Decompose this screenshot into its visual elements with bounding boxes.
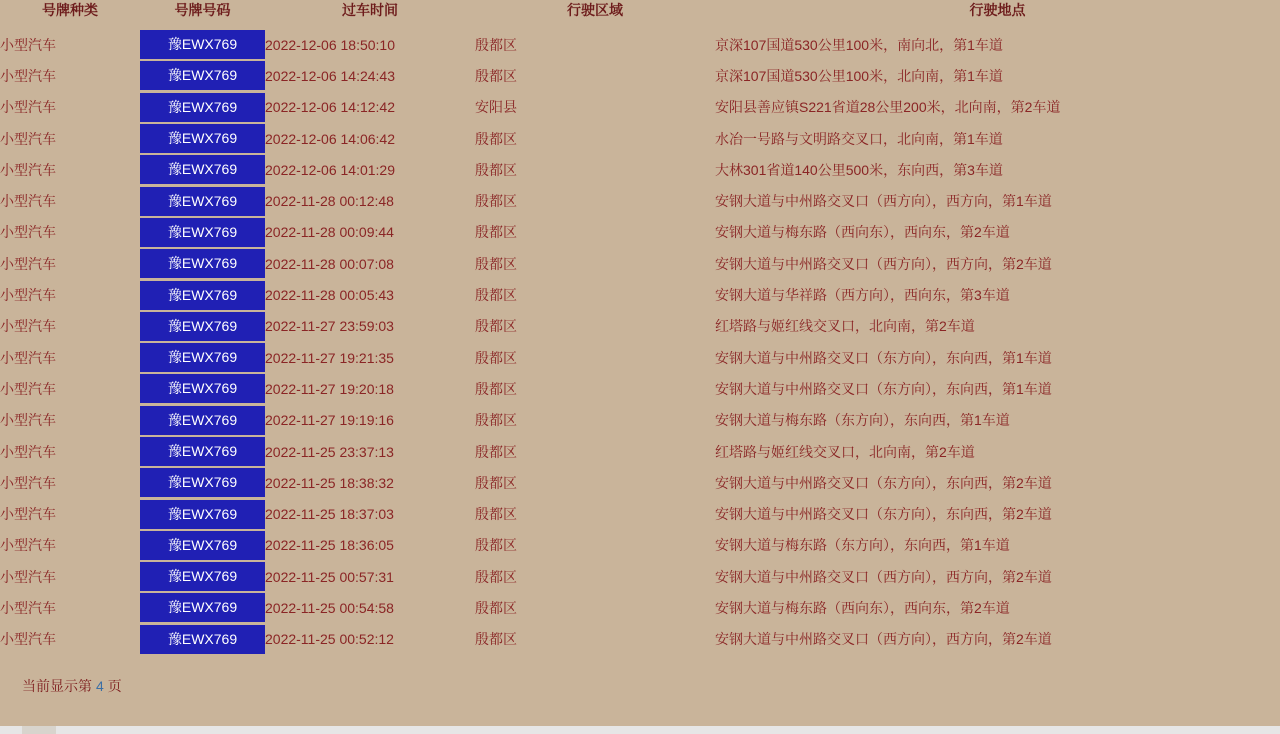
cell-plate-type: 小型汽车 (0, 161, 56, 178)
cell-area: 殷都区 (475, 67, 517, 84)
cell-pass-time: 2022-11-27 19:19:16 (265, 412, 394, 429)
table-row[interactable] (0, 123, 1280, 154)
cell-plate-number (140, 29, 265, 60)
cell-plate-number (140, 60, 265, 91)
cell-pass-time: 2022-11-28 00:09:44 (265, 224, 394, 241)
pagination-status (22, 676, 122, 696)
cell-pass-time: 2022-11-25 00:54:58 (265, 599, 394, 616)
cell-area: 殷都区 (475, 130, 517, 147)
cell-location: 安钢大道与中州路交叉口（西方向），西方向，第2车道 (715, 568, 1052, 585)
cell-location: 安钢大道与中州路交叉口（西方向），西方向，第1车道 (715, 193, 1052, 210)
cell-plate-type: 小型汽车 (0, 537, 56, 554)
cell-pass-time: 2022-12-06 14:12:42 (265, 99, 395, 116)
plate-badge: 豫EWX769 (140, 562, 265, 591)
table-row[interactable] (0, 498, 1280, 529)
table-row[interactable] (0, 373, 1280, 404)
cell-plate-number (140, 467, 265, 498)
plate-badge: 豫EWX769 (140, 155, 265, 184)
column-header-area: 行驶区域 (567, 2, 623, 18)
plate-badge: 豫EWX769 (140, 468, 265, 497)
cell-pass-time: 2022-11-28 00:05:43 (265, 287, 394, 304)
cell-area: 殷都区 (475, 443, 517, 460)
cell-location: 安钢大道与中州路交叉口（西方向），西方向，第2车道 (715, 631, 1052, 648)
cell-location: 安钢大道与中州路交叉口（西方向），西方向，第2车道 (715, 255, 1052, 272)
cell-location: 安钢大道与梅东路（东方向），东向西，第1车道 (715, 412, 1010, 429)
cell-pass-time: 2022-11-28 00:12:48 (265, 193, 394, 210)
cell-plate-type: 小型汽车 (0, 349, 56, 366)
cell-area: 殷都区 (475, 506, 517, 523)
cell-area: 殷都区 (475, 631, 517, 648)
cell-plate-type: 小型汽车 (0, 36, 56, 53)
plate-badge: 豫EWX769 (140, 343, 265, 372)
table-row[interactable] (0, 154, 1280, 185)
cell-plate-type: 小型汽车 (0, 412, 56, 429)
table-row[interactable] (0, 561, 1280, 592)
cell-location: 安钢大道与梅东路（西向东），西向东，第2车道 (715, 599, 1010, 616)
cell-plate-type: 小型汽车 (0, 599, 56, 616)
plate-badge: 豫EWX769 (140, 625, 265, 654)
cell-plate-number (140, 92, 265, 123)
cell-plate-type: 小型汽车 (0, 67, 56, 84)
plate-badge: 豫EWX769 (140, 187, 265, 216)
cell-pass-time: 2022-11-25 23:37:13 (265, 443, 394, 460)
table-row[interactable] (0, 530, 1280, 561)
table-row[interactable] (0, 185, 1280, 216)
cell-plate-number (140, 561, 265, 592)
cell-location: 安钢大道与中州路交叉口（东方向），东向西，第1车道 (715, 349, 1052, 366)
cell-plate-type: 小型汽车 (0, 631, 56, 648)
cell-pass-time: 2022-11-25 00:57:31 (265, 568, 394, 585)
cell-plate-type: 小型汽车 (0, 193, 56, 210)
plate-badge: 豫EWX769 (140, 249, 265, 278)
bottom-edge-strip (0, 726, 1280, 734)
cell-pass-time: 2022-12-06 18:50:10 (265, 36, 395, 53)
column-header-location: 行驶地点 (969, 2, 1026, 18)
cell-plate-number (140, 405, 265, 436)
plate-badge: 豫EWX769 (140, 437, 265, 466)
column-header-plate-type: 号牌种类 (42, 2, 98, 18)
cell-pass-time: 2022-11-27 19:20:18 (265, 380, 394, 397)
plate-badge: 豫EWX769 (140, 374, 265, 403)
cell-area: 殷都区 (475, 474, 517, 491)
table-header-row (0, 0, 1280, 29)
cell-area: 殷都区 (475, 599, 517, 616)
cell-plate-type: 小型汽车 (0, 99, 56, 116)
pagination-suffix: 页 (107, 678, 122, 694)
cell-location: 安阳县善应镇S221省道28公里200米，北向南，第2车道 (715, 99, 1061, 116)
cell-location: 安钢大道与中州路交叉口（东方向），东向西，第1车道 (715, 380, 1052, 397)
cell-location: 安钢大道与梅东路（西向东），西向东，第2车道 (715, 224, 1010, 241)
cell-location: 京深107国道530公里100米，南向北，第1车道 (715, 36, 1003, 53)
table-body (0, 29, 1280, 655)
plate-badge: 豫EWX769 (140, 30, 265, 59)
plate-badge: 豫EWX769 (140, 500, 265, 529)
cell-plate-type: 小型汽车 (0, 130, 56, 147)
table-row[interactable] (0, 467, 1280, 498)
cell-plate-type: 小型汽车 (0, 287, 56, 304)
plate-badge: 豫EWX769 (140, 61, 265, 90)
table-row[interactable] (0, 592, 1280, 623)
pagination-prefix: 当前显示第 (22, 678, 92, 694)
plate-badge: 豫EWX769 (140, 218, 265, 247)
cell-location: 安钢大道与中州路交叉口（东方向），东向西，第2车道 (715, 474, 1052, 491)
cell-plate-number (140, 530, 265, 561)
cell-location: 红塔路与姬红线交叉口，北向南，第2车道 (715, 318, 975, 335)
cell-pass-time: 2022-11-25 18:36:05 (265, 537, 394, 554)
cell-plate-number (140, 217, 265, 248)
cell-area: 殷都区 (475, 224, 517, 241)
plate-badge: 豫EWX769 (140, 406, 265, 435)
cell-location: 京深107国道530公里100米，北向南，第1车道 (715, 67, 1003, 84)
current-page-number: 4 (96, 678, 104, 694)
table-row[interactable] (0, 436, 1280, 467)
table-row[interactable] (0, 279, 1280, 310)
table-row[interactable] (0, 92, 1280, 123)
cell-location: 大林301省道140公里500米，东向西，第3车道 (715, 161, 1003, 178)
cell-pass-time: 2022-11-27 23:59:03 (265, 318, 394, 335)
cell-plate-type: 小型汽车 (0, 224, 56, 241)
cell-plate-type: 小型汽车 (0, 568, 56, 585)
cell-area: 殷都区 (475, 380, 517, 397)
cell-location: 安钢大道与中州路交叉口（东方向），东向西，第2车道 (715, 506, 1052, 523)
cell-plate-type: 小型汽车 (0, 380, 56, 397)
cell-pass-time: 2022-12-06 14:01:29 (265, 161, 395, 178)
cell-area: 殷都区 (475, 318, 517, 335)
table-row[interactable] (0, 311, 1280, 342)
cell-pass-time: 2022-11-27 19:21:35 (265, 349, 394, 366)
table-row[interactable] (0, 29, 1280, 60)
plate-badge: 豫EWX769 (140, 531, 265, 560)
table-row[interactable] (0, 217, 1280, 248)
cell-plate-type: 小型汽车 (0, 255, 56, 272)
cell-plate-number (140, 279, 265, 310)
cell-location: 安钢大道与华祥路（西方向），西向东，第3车道 (715, 287, 1010, 304)
cell-pass-time: 2022-11-28 00:07:08 (265, 255, 394, 272)
cell-pass-time: 2022-11-25 18:37:03 (265, 506, 394, 523)
plate-badge: 豫EWX769 (140, 312, 265, 341)
plate-badge: 豫EWX769 (140, 281, 265, 310)
cell-plate-number (140, 185, 265, 216)
table-header (0, 0, 1280, 29)
cell-plate-number (140, 436, 265, 467)
bottom-strip-segment (22, 726, 56, 734)
plate-badge: 豫EWX769 (140, 93, 265, 122)
cell-location: 安钢大道与梅东路（东方向），东向西，第1车道 (715, 537, 1010, 554)
table-row[interactable] (0, 248, 1280, 279)
cell-plate-number (140, 154, 265, 185)
table-row[interactable] (0, 342, 1280, 373)
cell-location: 水冶一号路与文明路交叉口，北向南，第1车道 (715, 130, 1003, 147)
cell-plate-number (140, 624, 265, 655)
cell-pass-time: 2022-12-06 14:06:42 (265, 130, 395, 147)
cell-location: 红塔路与姬红线交叉口，北向南，第2车道 (715, 443, 975, 460)
column-header-pass-time: 过车时间 (342, 2, 398, 18)
cell-area: 殷都区 (475, 412, 517, 429)
cell-plate-type: 小型汽车 (0, 506, 56, 523)
cell-area: 殷都区 (475, 193, 517, 210)
cell-area: 殷都区 (475, 36, 517, 53)
cell-plate-number (140, 248, 265, 279)
cell-plate-number (140, 498, 265, 529)
cell-area: 殷都区 (475, 537, 517, 554)
cell-pass-time: 2022-11-25 18:38:32 (265, 474, 394, 491)
cell-pass-time: 2022-11-25 00:52:12 (265, 631, 394, 648)
cell-area: 殷都区 (475, 568, 517, 585)
cell-area: 安阳县 (475, 99, 517, 116)
plate-badge: 豫EWX769 (140, 124, 265, 153)
table-row[interactable] (0, 624, 1280, 655)
cell-plate-type: 小型汽车 (0, 474, 56, 491)
cell-plate-number (140, 342, 265, 373)
cell-plate-type: 小型汽车 (0, 318, 56, 335)
cell-area: 殷都区 (475, 161, 517, 178)
cell-plate-number (140, 592, 265, 623)
cell-area: 殷都区 (475, 349, 517, 366)
table-row[interactable] (0, 405, 1280, 436)
cell-area: 殷都区 (475, 255, 517, 272)
cell-pass-time: 2022-12-06 14:24:43 (265, 67, 395, 84)
cell-area: 殷都区 (475, 287, 517, 304)
cell-plate-number (140, 373, 265, 404)
cell-plate-type: 小型汽车 (0, 443, 56, 460)
table-row[interactable] (0, 60, 1280, 91)
cell-plate-number (140, 123, 265, 154)
plate-badge: 豫EWX769 (140, 593, 265, 622)
cell-plate-number (140, 311, 265, 342)
column-header-plate-number: 号牌号码 (174, 2, 231, 18)
